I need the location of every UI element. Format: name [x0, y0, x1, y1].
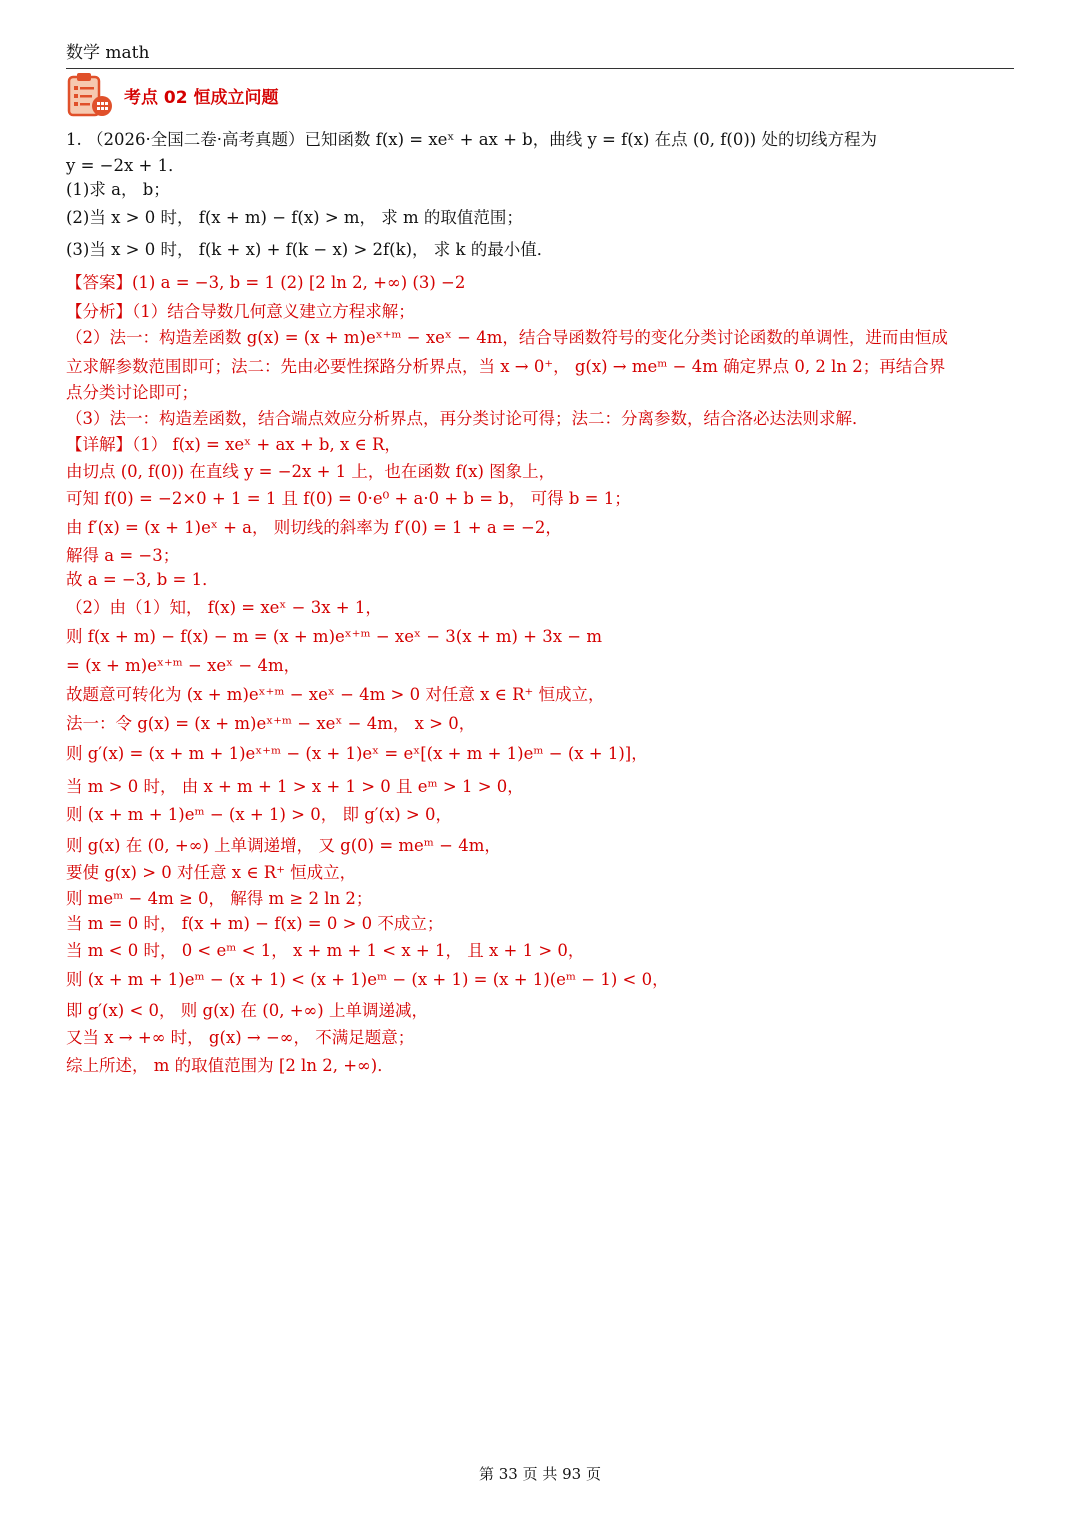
text-line: y = −2x + 1．: [66, 156, 185, 175]
text-line: 立求解参数范围即可；法二：先由必要性探路分析界点，当 x → 0⁺， g(x) → meᵐ − 4m 确定界点 0, 2 ln 2；再结合界: [66, 357, 946, 376]
text-line: 要使 g(x) > 0 对任意 x ∈ R⁺ 恒成立，: [66, 863, 357, 882]
text-line: 故题意可转化为 (x + m)eˣ⁺ᵐ − xeˣ − 4m > 0 对任意 x ∈ R⁺ 恒成立，: [66, 685, 605, 704]
text-line: 综上所述， m 的取值范围为 [2 ln 2, +∞)．: [66, 1056, 394, 1075]
text-line: (3)当 x > 0 时， f(k + x) + f(k − x) > 2f(k)， 求 k 的最小值．: [66, 240, 554, 259]
text-line: 解得 a = −3；: [66, 546, 180, 565]
text-line: = (x + m)eˣ⁺ᵐ − xeˣ − 4m，: [66, 656, 301, 675]
text-line: （2）由（1）知， f(x) = xeˣ − 3x + 1，: [66, 598, 382, 617]
subject-label: 数学 math: [66, 43, 150, 63]
text-line: 当 m > 0 时， 由 x + m + 1 > x + 1 > 0 且 eᵐ > 1 > 0，: [66, 777, 524, 796]
text-line: 【详解】（1） f(x) = xeˣ + ax + b, x ∈ R，: [66, 435, 401, 454]
text-line: （3）法一：构造差函数，结合端点效应分析界点，再分类讨论可得；法二：分离参数，结合洛必达法则求解．: [66, 409, 869, 428]
text-line: 又当 x → +∞ 时， g(x) → −∞， 不满足题意；: [66, 1028, 415, 1047]
text-line: （2）法一：构造差函数 g(x) = (x + m)eˣ⁺ᵐ − xeˣ − 4m，结合导函数符号的变化分类讨论函数的单调性，进而由恒成: [66, 328, 948, 347]
text-line: 则 g′(x) = (x + m + 1)eˣ⁺ᵐ − (x + 1)eˣ = eˣ[(x + m + 1)eᵐ − (x + 1)]，: [66, 744, 648, 763]
text-line: 当 m = 0 时， f(x + m) − f(x) = 0 > 0 不成立；: [66, 914, 444, 933]
page-header: [66, 42, 1014, 69]
section-title: 考点 02 恒成立问题: [124, 87, 279, 108]
text-line: 【答案】(1) a = −3, b = 1 (2) [2 ln 2, +∞) (3) −2: [66, 273, 466, 292]
text-line: 法一：令 g(x) = (x + m)eˣ⁺ᵐ − xeˣ − 4m， x > 0，: [66, 714, 476, 733]
text-line: 1. （2026·全国二卷·高考真题）已知函数 f(x) = xeˣ + ax + b，曲线 y = f(x) 在点 (0, f(0)) 处的切线方程为: [66, 130, 877, 149]
text-line: 【分析】（1）结合导数几何意义建立方程求解；: [66, 302, 415, 321]
text-line: 则 f(x + m) − f(x) − m = (x + m)eˣ⁺ᵐ − xeˣ − 3(x + m) + 3x − m: [66, 627, 603, 646]
page-number: 第 33 页 共 93 页: [478, 1465, 601, 1483]
text-line: (1)求 a， b；: [66, 180, 170, 199]
page-footer: [0, 1463, 1080, 1484]
text-line: 由 f′(x) = (x + 1)eˣ + a， 则切线的斜率为 f′(0) = 1 + a = −2，: [66, 518, 562, 537]
text-line: 可知 f(0) = −2×0 + 1 = 1 且 f(0) = 0·e⁰ + a·0 + b = b， 可得 b = 1；: [66, 489, 631, 508]
clipboard-icon: [66, 72, 114, 118]
text-line: 则 (x + m + 1)eᵐ − (x + 1) > 0， 即 g′(x) > 0，: [66, 805, 452, 824]
text-line: (2)当 x > 0 时， f(x + m) − f(x) > m， 求 m 的取值范围；: [66, 208, 523, 227]
section-heading: [66, 72, 279, 118]
text-line: 则 g(x) 在 (0, +∞) 上单调递增， 又 g(0) = meᵐ − 4m，: [66, 836, 501, 855]
text-line: 当 m < 0 时， 0 < eᵐ < 1， x + m + 1 < x + 1， 且 x + 1 > 0，: [66, 941, 585, 960]
text-line: 由切点 (0, f(0)) 在直线 y = −2x + 1 上，也在函数 f(x) 图象上，: [66, 462, 556, 481]
text-line: 则 (x + m + 1)eᵐ − (x + 1) < (x + 1)eᵐ − (x + 1) = (x + 1)(eᵐ − 1) < 0，: [66, 970, 669, 989]
text-line: 即 g′(x) < 0， 则 g(x) 在 (0, +∞) 上单调递减，: [66, 1001, 428, 1020]
text-line: 点分类讨论即可；: [66, 383, 198, 402]
text-line: 故 a = −3, b = 1．: [66, 570, 219, 589]
text-line: 则 meᵐ − 4m ≥ 0， 解得 m ≥ 2 ln 2；: [66, 889, 373, 908]
